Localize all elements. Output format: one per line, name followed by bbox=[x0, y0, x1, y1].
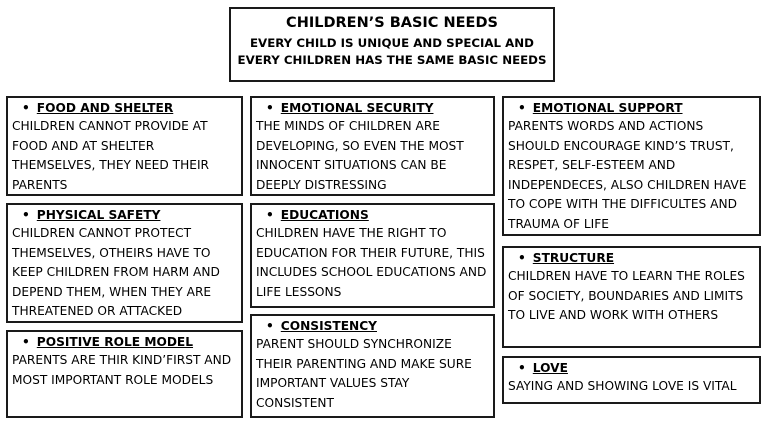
need-description: CHILDREN HAVE TO LEARN THE ROLES OF SOCIETY, BOUNDARIES AND LIMITS TO LIVE AND WORK WITH OTHERS bbox=[508, 269, 745, 322]
need-heading-label: CONSISTENCY bbox=[280, 319, 377, 333]
need-description: PARENTS ARE THIR KIND’FIRST AND MOST IMPORTANT ROLE MODELS bbox=[12, 353, 232, 387]
need-heading-label: LOVE bbox=[532, 361, 568, 375]
need-box-love bbox=[502, 356, 761, 404]
need-heading-label: EDUCATIONS bbox=[280, 208, 369, 222]
need-box-educations bbox=[250, 203, 495, 308]
need-description: CHILDREN HAVE THE RIGHT TO EDUCATION FOR THEIR FUTURE, THIS INCLUDES SCHOOL EDUCATIONS AND LIFE LESSONS bbox=[256, 226, 487, 299]
need-description: CHILDREN CANNOT PROTECT THEMSELVES, OTHEIRS HAVE TO KEEP CHILDREN FROM HARM AND DEPEND THEM, WHEN THEY ARE THREATENED OR ATTACKED bbox=[12, 226, 220, 318]
need-description: PARENTS WORDS AND ACTIONS SHOULD ENCOURAGE KIND’S TRUST, RESPET, SELF-ESTEEM AND INDEPENDECES, ALSO CHILDREN HAVE TO COPE WITH THE DIFFICULTES AND TRAUMA OF LIFE bbox=[508, 119, 747, 231]
need-heading-label: EMOTIONAL SECURITY bbox=[280, 101, 434, 115]
bullet: • bbox=[266, 208, 274, 222]
need-description: PARENT SHOULD SYNCHRONIZE THEIR PARENTING AND MAKE SURE IMPORTANT VALUES STAY CONSISTENT bbox=[256, 337, 472, 410]
need-box-emotional-support bbox=[502, 96, 761, 236]
need-description: THE MINDS OF CHILDREN ARE DEVELOPING, SO EVEN THE MOST INNOCENT SITUATIONS CAN BE DEEPLY DISTRESSING bbox=[256, 119, 464, 192]
need-box-emotional-security bbox=[250, 96, 495, 196]
bullet: • bbox=[518, 101, 526, 115]
need-heading-label: STRUCTURE bbox=[532, 251, 615, 265]
need-box-positive-role-model bbox=[6, 330, 243, 418]
need-heading bbox=[508, 99, 755, 117]
need-heading bbox=[508, 249, 755, 267]
bullet: • bbox=[22, 208, 30, 222]
need-heading-label: EMOTIONAL SUPPORT bbox=[532, 101, 683, 115]
bullet: • bbox=[266, 319, 274, 333]
need-heading bbox=[12, 99, 237, 117]
need-box-consistency bbox=[250, 314, 495, 418]
need-heading bbox=[256, 317, 489, 335]
need-heading bbox=[508, 359, 755, 377]
need-box-structure bbox=[502, 246, 761, 348]
main-title: CHILDREN’S BASIC NEEDS bbox=[286, 15, 498, 31]
bullet: • bbox=[22, 101, 30, 115]
need-box-physical-safety bbox=[6, 203, 243, 323]
need-box-food-and-shelter bbox=[6, 96, 243, 196]
need-heading bbox=[256, 206, 489, 224]
need-heading bbox=[12, 333, 237, 351]
title-box bbox=[229, 7, 555, 82]
need-heading-label: POSITIVE ROLE MODEL bbox=[36, 335, 194, 349]
bullet: • bbox=[22, 335, 30, 349]
need-heading-label: FOOD AND SHELTER bbox=[36, 101, 174, 115]
need-heading bbox=[12, 206, 237, 224]
bullet: • bbox=[518, 251, 526, 265]
need-description: SAYING AND SHOWING LOVE IS VITAL bbox=[508, 379, 737, 393]
subtitle-line-2: EVERY CHILDREN HAS THE SAME BASIC NEEDS bbox=[237, 53, 547, 67]
need-heading bbox=[256, 99, 489, 117]
subtitle-line-1: EVERY CHILD IS UNIQUE AND SPECIAL AND bbox=[250, 36, 534, 50]
bullet: • bbox=[266, 101, 274, 115]
need-description: CHILDREN CANNOT PROVIDE AT FOOD AND AT SHELTER THEMSELVES, THEY NEED THEIR PARENTS bbox=[12, 119, 210, 192]
need-heading-label: PHYSICAL SAFETY bbox=[36, 208, 161, 222]
bullet: • bbox=[518, 361, 526, 375]
